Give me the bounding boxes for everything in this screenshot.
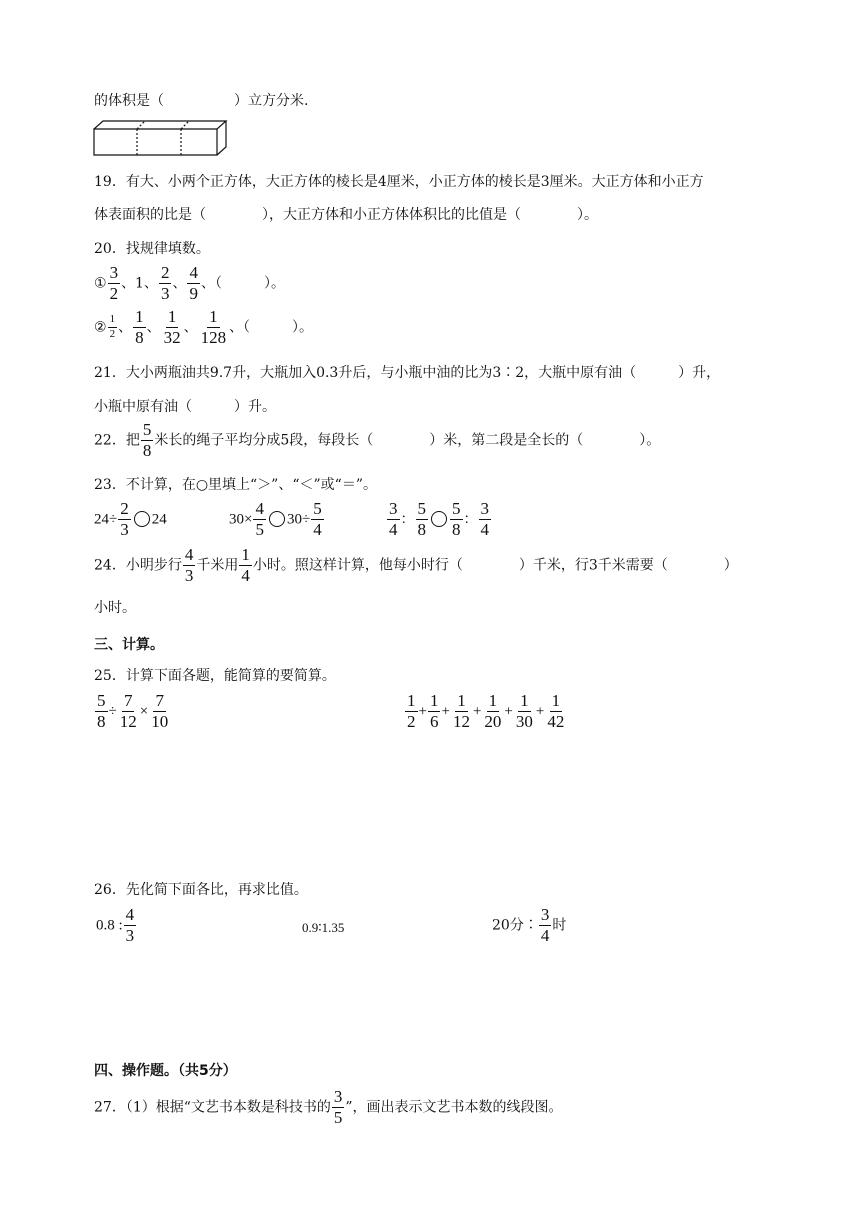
- q25-expr1: $\frac{5}{8}$ ÷ $\frac{7}{12}$ × $\frac{7}{10}$: [97, 691, 169, 731]
- fraction: $\frac{5}{8}$: [417, 499, 426, 539]
- fraction: $\frac{1}{6}$: [429, 691, 439, 731]
- q20-seq2: [94, 308, 313, 347]
- separator: 、: [118, 319, 133, 336]
- separator: 、: [183, 319, 198, 336]
- section-4-heading: 四、操作题。（共5分）: [94, 1063, 237, 1079]
- separator: 、: [146, 319, 161, 336]
- q21-line1: 21．大小两瓶油共9.7升，大瓶加入0.3升后，与小瓶中油的比为3∶2，大瓶中原有油（ ）升，: [94, 365, 721, 381]
- q23-title: 23．不计算，在○里填上“＞”、“＜”或“＝”。: [94, 477, 377, 493]
- q19-line2: 体表面积的比是（ ），大正方体和小正方体体积比的比值是（ ）。: [94, 207, 598, 223]
- plus-operator: +: [504, 703, 513, 720]
- compare-circle[interactable]: [134, 511, 150, 527]
- q26-expr2: 0.9∶1.35: [302, 920, 345, 935]
- fraction: $\frac{1}{4}$: [241, 545, 250, 585]
- q25-expr2: [404, 692, 567, 731]
- q27: 27．（1）根据“文艺书本数是科技书的 $\frac{3}{5}$ ”，画出表示文艺书本数的线段图。: [94, 1087, 563, 1127]
- q20-title: 20．找规律填数。: [94, 241, 210, 257]
- q22-pre: 22．把: [94, 432, 140, 449]
- fraction: $\frac{3}{4}$: [540, 905, 550, 945]
- answer-blank: 、（ ）。: [200, 275, 285, 292]
- q22: [94, 421, 660, 460]
- q23-expr3: $\frac{3}{4}$ ： $\frac{5}{8}$ $\frac{5}{8}$ ： $\frac{3}{4}$: [389, 499, 489, 539]
- fraction: $\frac{4}{3}$: [125, 905, 135, 945]
- fraction: $\frac{5}{8}$: [142, 420, 152, 460]
- marker: ①: [94, 275, 107, 292]
- fraction: $\frac{4}{5}$: [255, 499, 264, 539]
- fraction: $\frac{1}{2}$: [407, 691, 416, 731]
- fraction: $\frac{5}{8}$: [97, 691, 106, 731]
- fraction: $\frac{3}{4}$: [389, 499, 398, 539]
- plus-operator: +: [535, 703, 545, 720]
- q23-expr1: 24÷ $\frac{2}{3}$ 24: [94, 499, 167, 539]
- q22-post: 米长的绳子平均分成5段，每段长（ ）米，第二段是全长的（ ）。: [154, 432, 661, 449]
- separator: 、: [172, 275, 187, 292]
- plus-operator: +: [418, 703, 427, 720]
- q18-text: 的体积是（ ）立方分米.: [94, 93, 309, 109]
- separator: 、1、: [121, 275, 158, 292]
- marker: ②: [94, 319, 107, 336]
- fraction: $\frac{1}{128}$: [200, 307, 227, 347]
- fraction: $\frac{7}{12}$: [119, 691, 137, 731]
- cuboid-figure: [93, 120, 233, 158]
- compare-circle[interactable]: [269, 511, 285, 527]
- q24: 24．小明步行 $\frac{4}{3}$ 千米用 $\frac{1}{4}$ 小时。照这样计算，他每小时行（ ）千米，行3千米需要（ ）: [94, 545, 738, 585]
- fraction: $\frac{2}{3}$: [160, 263, 170, 303]
- fraction: $\frac{1}{2}$: [109, 313, 116, 340]
- fraction: $\frac{7}{10}$: [151, 691, 169, 731]
- fraction: $\frac{1}{42}$: [547, 691, 565, 731]
- fraction: $\frac{4}{3}$: [184, 545, 194, 585]
- q21-line2: 小瓶中原有油（ ）升。: [94, 399, 276, 415]
- fraction: $\frac{1}{8}$: [135, 307, 144, 347]
- q23-expr2: 30× $\frac{4}{5}$ 30÷ $\frac{5}{4}$: [229, 499, 322, 539]
- answer-blank: 、（ ）。: [229, 319, 314, 336]
- q26-expr1: 0.8 : $\frac{4}{3}$: [96, 905, 135, 945]
- section-3-heading: 三、计算。: [94, 637, 164, 653]
- q24-line2: 小时。: [94, 600, 136, 616]
- fraction: $\frac{3}{5}$: [333, 1087, 343, 1127]
- fraction: $\frac{1}{12}$: [452, 691, 470, 731]
- fraction: $\frac{3}{2}$: [109, 263, 119, 303]
- q26-expr3: 20分∶ $\frac{3}{4}$ 时: [492, 905, 567, 945]
- fraction: $\frac{5}{8}$: [452, 499, 461, 539]
- q19-line1: 19．有大、小两个正方体，大正方体的棱长是4厘米，小正方体的棱长是3厘米。大正方体和小正方: [94, 174, 704, 190]
- fraction: $\frac{5}{4}$: [313, 499, 322, 539]
- plus-operator: +: [441, 703, 450, 720]
- fraction: $\frac{2}{3}$: [120, 499, 129, 539]
- q20-seq1: [94, 264, 285, 303]
- fraction: $\frac{4}{9}$: [189, 263, 198, 303]
- fraction: $\frac{1}{20}$: [484, 691, 502, 731]
- compare-circle[interactable]: [431, 511, 447, 527]
- fraction: $\frac{3}{4}$: [480, 499, 489, 539]
- q25-title: 25．计算下面各题，能简算的要简算。: [94, 668, 336, 684]
- fraction: $\frac{1}{30}$: [515, 691, 533, 731]
- q26-title: 26．先化简下面各比，再求比值。: [94, 882, 308, 898]
- fraction: $\frac{1}{32}$: [163, 307, 181, 347]
- plus-operator: +: [472, 703, 482, 720]
